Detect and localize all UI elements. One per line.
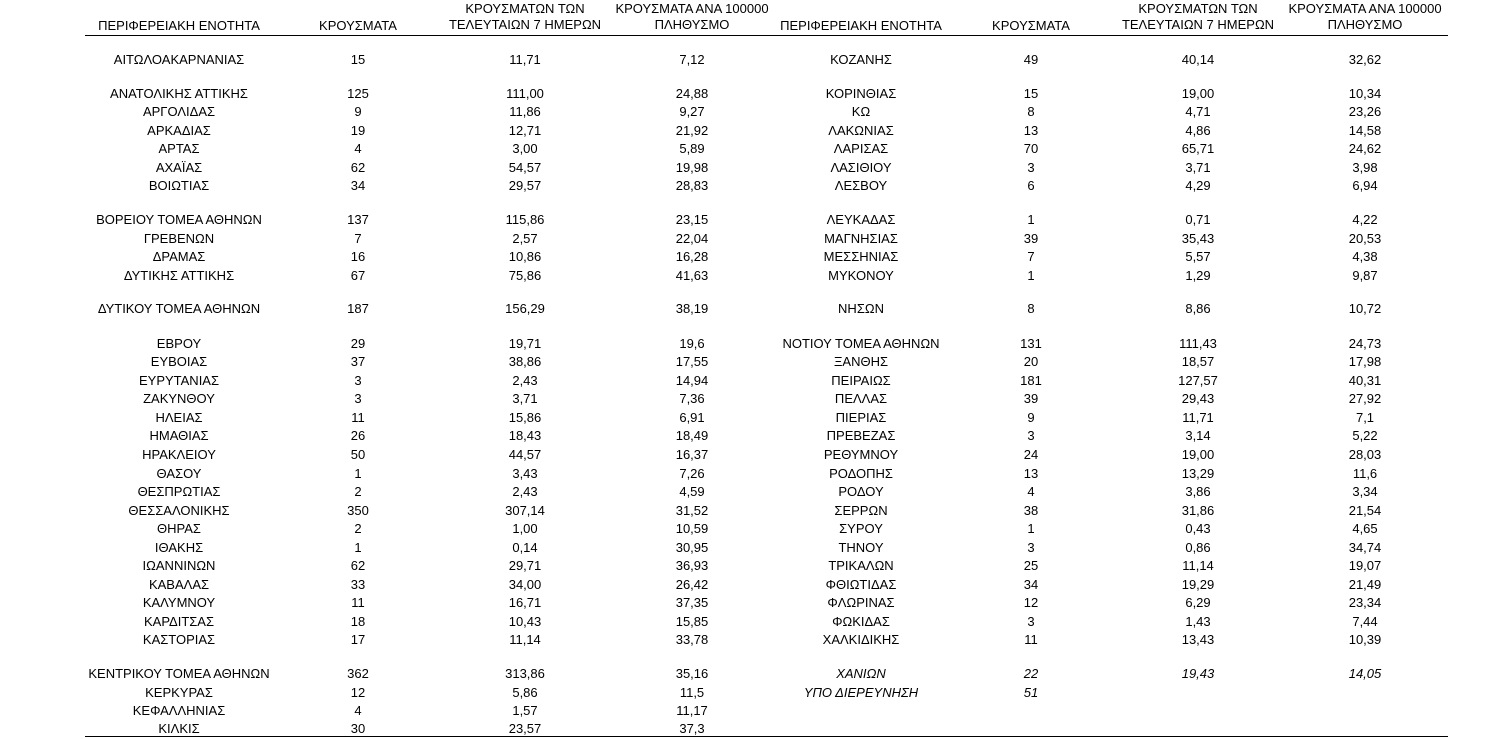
left-row-cases: 26 <box>350 428 366 443</box>
left-row-cases: 2 <box>354 521 362 536</box>
left-row-per100k: 10,59 <box>675 521 709 536</box>
left-row-region: ΑΡΤΑΣ <box>158 141 200 156</box>
right-row-region: ΤΗΝΟΥ <box>838 540 884 555</box>
right-row-avg7: 3,71 <box>1185 160 1211 175</box>
right-row-avg7: 5,57 <box>1185 249 1211 264</box>
right-row-region: ΧΑΝΙΩΝ <box>836 666 886 681</box>
left-row-per100k: 37,35 <box>675 595 709 610</box>
left-row-avg7: 16,71 <box>508 595 542 610</box>
header-right-cases: ΚΡΟΥΣΜΑΤΑ <box>992 18 1070 33</box>
right-row-region: ΤΡΙΚΑΛΩΝ <box>828 558 894 573</box>
left-row-avg7: 156,29 <box>505 301 545 316</box>
left-row-cases: 67 <box>350 268 366 283</box>
left-row-avg7: 10,86 <box>508 249 542 264</box>
left-row-cases: 125 <box>347 86 369 101</box>
right-row-cases: 24 <box>1023 447 1039 462</box>
left-row-avg7: 307,14 <box>505 503 545 518</box>
right-row-cases: 8 <box>1027 104 1035 119</box>
right-row-region: ΠΙΕΡΙΑΣ <box>835 410 887 425</box>
left-row-cases: 2 <box>354 484 362 499</box>
left-row-cases: 34 <box>350 178 366 193</box>
left-row-per100k: 15,85 <box>675 614 709 629</box>
left-row-cases: 9 <box>354 104 362 119</box>
right-row-cases: 20 <box>1023 354 1039 369</box>
right-row-avg7: 18,57 <box>1181 354 1215 369</box>
right-row-per100k: 11,6 <box>1352 466 1378 481</box>
right-row-avg7: 111,43 <box>1179 336 1217 351</box>
left-row-cases: 187 <box>347 301 369 316</box>
left-row-region: ΔΡΑΜΑΣ <box>152 249 206 264</box>
left-row-region: ΑΡΚΑΔΙΑΣ <box>147 123 211 138</box>
right-row-region: ΡΟΔΟΥ <box>838 484 884 499</box>
right-row-avg7: 19,00 <box>1181 447 1215 462</box>
right-row-per100k: 6,94 <box>1352 178 1378 193</box>
left-row-cases: 18 <box>350 614 366 629</box>
right-row-cases: 70 <box>1023 141 1039 156</box>
right-row-per100k: 10,72 <box>1348 301 1382 316</box>
left-row-per100k: 17,55 <box>675 354 709 369</box>
left-row-region: ΘΕΣΠΡΩΤΙΑΣ <box>137 484 221 499</box>
right-row-region: ΚΟΡΙΝΘΙΑΣ <box>825 86 897 101</box>
left-row-cases: 12 <box>350 685 366 700</box>
left-row-region: ΚΙΛΚΙΣ <box>158 721 200 736</box>
right-row-per100k: 34,74 <box>1348 540 1382 555</box>
right-row-per100k: 27,92 <box>1348 391 1382 406</box>
right-row-avg7: 0,43 <box>1185 521 1211 536</box>
right-row-region: ΚΟΖΑΝΗΣ <box>830 52 892 67</box>
left-row-per100k: 22,04 <box>675 231 709 246</box>
right-row-per100k: 14,58 <box>1348 123 1382 138</box>
left-row-per100k: 7,12 <box>679 52 705 67</box>
right-row-cases: 15 <box>1023 86 1039 101</box>
right-row-per100k: 17,98 <box>1348 354 1382 369</box>
left-row-cases: 4 <box>354 141 362 156</box>
left-row-region: ΗΛΕΙΑΣ <box>155 410 203 425</box>
footer-rule <box>85 736 1448 737</box>
right-row-avg7: 19,29 <box>1181 577 1215 592</box>
right-row-region: ΛΑΡΙΣΑΣ <box>833 141 889 156</box>
right-row-per100k: 7,1 <box>1355 410 1375 425</box>
right-row-avg7: 1,29 <box>1185 268 1211 283</box>
header-right-per100k-line2: ΠΛΗΘΥΣΜΟ <box>1327 17 1403 32</box>
left-row-avg7: 75,86 <box>508 268 542 283</box>
left-row-avg7: 18,43 <box>508 428 542 443</box>
left-row-cases: 362 <box>347 666 369 681</box>
right-row-region: ΛΑΣΙΘΙΟΥ <box>830 160 892 175</box>
left-row-per100k: 38,19 <box>675 301 709 316</box>
left-row-region: ΓΡΕΒΕΝΩΝ <box>143 231 215 246</box>
left-row-region: ΑΝΑΤΟΛΙΚΗΣ ΑΤΤΙΚΗΣ <box>110 86 248 101</box>
left-row-region: ΙΘΑΚΗΣ <box>154 540 204 555</box>
left-row-cases: 19 <box>350 123 366 138</box>
left-row-avg7: 11,86 <box>509 104 541 119</box>
right-row-avg7: 1,43 <box>1185 614 1211 629</box>
left-row-avg7: 3,71 <box>512 391 538 406</box>
right-row-region: ΛΕΥΚΑΔΑΣ <box>826 212 896 227</box>
header-left-avg7-line2: ΤΕΛΕΥΤΑΙΩΝ 7 ΗΜΕΡΩΝ <box>448 17 602 32</box>
left-row-cases: 16 <box>350 249 366 264</box>
right-row-avg7: 29,43 <box>1181 391 1215 406</box>
left-row-per100k: 11,5 <box>679 685 705 700</box>
header-right-avg7-line2: ΤΕΛΕΥΤΑΙΩΝ 7 ΗΜΕΡΩΝ <box>1121 17 1275 32</box>
right-row-region: ΦΩΚΙΔΑΣ <box>832 614 890 629</box>
header-left-avg7-line1: ΚΡΟΥΣΜΑΤΩΝ ΤΩΝ <box>465 1 585 16</box>
left-row-region: ΑΙΤΩΛΟΑΚΑΡΝΑΝΙΑΣ <box>113 52 245 67</box>
left-row-per100k: 18,49 <box>675 428 709 443</box>
right-row-region: ΜΕΣΣΗΝΙΑΣ <box>823 249 899 264</box>
left-row-cases: 17 <box>350 632 366 647</box>
left-row-avg7: 38,86 <box>508 354 542 369</box>
right-row-cases: 1 <box>1027 268 1035 283</box>
header-right-avg7 <box>1122 1 1274 33</box>
right-row-cases: 4 <box>1027 484 1035 499</box>
right-row-region: ΣΕΡΡΩΝ <box>834 503 888 518</box>
left-row-avg7: 111,00 <box>506 86 544 101</box>
left-row-per100k: 23,15 <box>675 212 709 227</box>
right-row-region: ΠΕΙΡΑΙΩΣ <box>831 373 891 388</box>
left-row-region: ΒΟΡΕΙΟΥ ΤΟΜΕΑ ΑΘΗΝΩΝ <box>96 212 262 227</box>
left-row-avg7: 11,14 <box>509 632 541 647</box>
right-row-avg7: 19,00 <box>1181 86 1215 101</box>
right-row-cases: 13 <box>1023 466 1039 481</box>
left-row-region: ΖΑΚΥΝΘΟΥ <box>143 391 215 406</box>
right-row-per100k: 32,62 <box>1348 52 1382 67</box>
left-row-per100k: 14,94 <box>675 373 709 388</box>
left-row-region: ΒΟΙΩΤΙΑΣ <box>148 178 210 193</box>
left-row-per100k: 41,63 <box>675 268 709 283</box>
right-row-cases: 131 <box>1020 336 1042 351</box>
left-row-avg7: 12,71 <box>508 123 542 138</box>
left-row-avg7: 54,57 <box>508 160 542 175</box>
right-row-per100k: 21,54 <box>1348 503 1382 518</box>
left-row-avg7: 3,43 <box>512 466 538 481</box>
right-row-per100k: 24,73 <box>1348 336 1382 351</box>
right-row-region: ΡΟΔΟΠΗΣ <box>829 466 893 481</box>
left-row-per100k: 35,16 <box>675 666 709 681</box>
right-row-cases: 51 <box>1023 685 1039 700</box>
right-row-cases: 1 <box>1027 212 1035 227</box>
right-row-avg7: 65,71 <box>1181 141 1215 156</box>
header-right-per100k <box>1288 1 1441 33</box>
header-left-region: ΠΕΡΙΦΕΡΕΙΑΚΗ ΕΝΟΤΗΤΑ <box>98 18 260 33</box>
right-row-avg7: 4,29 <box>1185 178 1211 193</box>
right-row-cases: 9 <box>1027 410 1035 425</box>
right-row-region: ΞΑΝΘΗΣ <box>833 354 889 369</box>
right-row-cases: 12 <box>1023 595 1039 610</box>
left-row-per100k: 36,93 <box>675 558 709 573</box>
left-row-cases: 11 <box>351 595 365 610</box>
left-row-per100k: 28,83 <box>675 178 709 193</box>
left-row-per100k: 4,59 <box>679 484 705 499</box>
left-row-avg7: 1,00 <box>512 521 538 536</box>
left-row-avg7: 5,86 <box>512 685 538 700</box>
left-row-per100k: 16,37 <box>675 447 709 462</box>
left-row-avg7: 29,57 <box>508 178 542 193</box>
left-row-per100k: 37,3 <box>679 721 705 736</box>
right-row-region: ΝΗΣΩΝ <box>838 301 884 316</box>
right-row-avg7: 4,86 <box>1185 123 1211 138</box>
left-row-cases: 3 <box>354 391 362 406</box>
right-row-cases: 49 <box>1023 52 1039 67</box>
right-row-avg7: 3,86 <box>1185 484 1211 499</box>
left-row-cases: 350 <box>347 503 369 518</box>
left-row-avg7: 23,57 <box>508 721 542 736</box>
right-row-cases: 3 <box>1027 614 1035 629</box>
left-row-per100k: 19,98 <box>675 160 709 175</box>
right-row-per100k: 23,26 <box>1348 104 1382 119</box>
left-row-avg7: 2,43 <box>512 373 538 388</box>
right-row-per100k: 3,98 <box>1352 160 1378 175</box>
left-row-avg7: 1,57 <box>512 703 538 718</box>
left-row-cases: 50 <box>350 447 366 462</box>
header-left-per100k <box>615 1 768 33</box>
right-row-region: ΧΑΛΚΙΔΙΚΗΣ <box>822 632 900 647</box>
right-row-per100k: 14,05 <box>1348 666 1382 681</box>
left-row-per100k: 16,28 <box>675 249 709 264</box>
left-row-region: ΘΗΡΑΣ <box>157 521 201 536</box>
right-row-region: ΥΠΟ ΔΙΕΡΕΥΝΗΣΗ <box>803 685 919 700</box>
right-row-per100k: 10,39 <box>1348 632 1382 647</box>
right-row-cases: 8 <box>1027 301 1035 316</box>
right-row-cases: 34 <box>1023 577 1039 592</box>
left-row-avg7: 15,86 <box>508 410 542 425</box>
right-row-cases: 39 <box>1023 231 1039 246</box>
left-row-avg7: 313,86 <box>505 666 545 681</box>
left-row-per100k: 21,92 <box>675 123 709 138</box>
left-row-cases: 1 <box>354 540 362 555</box>
right-row-region: ΜΑΓΝΗΣΙΑΣ <box>824 231 898 246</box>
left-row-region: ΕΥΒΟΙΑΣ <box>150 354 208 369</box>
right-row-region: ΜΥΚΟΝΟΥ <box>828 268 894 283</box>
right-row-avg7: 11,71 <box>1182 410 1214 425</box>
right-row-per100k: 10,34 <box>1348 86 1382 101</box>
left-row-avg7: 10,43 <box>508 614 542 629</box>
left-row-avg7: 0,14 <box>512 540 538 555</box>
right-row-avg7: 19,43 <box>1181 666 1215 681</box>
left-row-region: ΙΩΑΝΝΙΝΩΝ <box>142 558 216 573</box>
left-row-region: ΚΕΝΤΡΙΚΟΥ ΤΟΜΕΑ ΑΘΗΝΩΝ <box>88 666 270 681</box>
right-row-cases: 1 <box>1027 521 1035 536</box>
left-row-region: ΔΥΤΙΚΟΥ ΤΟΜΕΑ ΑΘΗΝΩΝ <box>97 301 261 316</box>
right-row-avg7: 11,14 <box>1182 558 1214 573</box>
header-left-avg7 <box>449 1 601 33</box>
header-left-per100k-line2: ΠΛΗΘΥΣΜΟ <box>654 17 730 32</box>
left-row-cases: 29 <box>350 336 366 351</box>
left-row-cases: 62 <box>350 160 366 175</box>
left-row-region: ΚΑΡΔΙΤΣΑΣ <box>143 614 215 629</box>
left-row-region: ΘΕΣΣΑΛΟΝΙΚΗΣ <box>128 503 230 518</box>
right-row-per100k: 4,38 <box>1352 249 1378 264</box>
left-row-cases: 137 <box>347 212 369 227</box>
left-row-cases: 62 <box>350 558 366 573</box>
right-row-cases: 38 <box>1023 503 1039 518</box>
left-row-cases: 33 <box>350 577 366 592</box>
right-row-avg7: 35,43 <box>1181 231 1215 246</box>
left-row-avg7: 115,86 <box>505 212 545 227</box>
right-row-avg7: 31,86 <box>1181 503 1215 518</box>
left-row-avg7: 34,00 <box>508 577 542 592</box>
left-row-per100k: 7,26 <box>679 466 705 481</box>
header-right-region: ΠΕΡΙΦΕΡΕΙΑΚΗ ΕΝΟΤΗΤΑ <box>780 18 942 33</box>
right-row-avg7: 127,57 <box>1178 373 1218 388</box>
left-row-region: ΚΕΦΑΛΛΗΝΙΑΣ <box>132 703 226 718</box>
left-row-region: ΚΕΡΚΥΡΑΣ <box>145 685 213 700</box>
left-row-cases: 1 <box>354 466 362 481</box>
right-row-per100k: 28,03 <box>1348 447 1382 462</box>
right-row-avg7: 3,14 <box>1185 428 1211 443</box>
right-row-avg7: 13,43 <box>1181 632 1215 647</box>
left-row-cases: 30 <box>350 721 366 736</box>
left-row-avg7: 3,00 <box>512 141 538 156</box>
header-right-avg7-line1: ΚΡΟΥΣΜΑΤΩΝ ΤΩΝ <box>1138 1 1258 16</box>
left-row-avg7: 44,57 <box>508 447 542 462</box>
left-row-avg7: 2,43 <box>512 484 538 499</box>
right-row-avg7: 0,71 <box>1185 212 1211 227</box>
left-row-per100k: 33,78 <box>675 632 709 647</box>
right-row-avg7: 4,71 <box>1185 104 1211 119</box>
left-row-region: ΗΜΑΘΙΑΣ <box>149 428 209 443</box>
right-row-per100k: 24,62 <box>1348 141 1382 156</box>
right-row-region: ΛΕΣΒΟΥ <box>834 178 888 193</box>
left-row-cases: 37 <box>350 354 366 369</box>
left-row-per100k: 11,17 <box>676 703 708 718</box>
right-row-cases: 6 <box>1027 178 1035 193</box>
right-row-cases: 3 <box>1027 428 1035 443</box>
left-row-avg7: 19,71 <box>508 336 542 351</box>
left-row-per100k: 19,6 <box>679 336 705 351</box>
left-row-region: ΗΡΑΚΛΕΙΟΥ <box>142 447 216 462</box>
left-row-cases: 11 <box>351 410 365 425</box>
right-row-per100k: 4,22 <box>1352 212 1378 227</box>
left-row-region: ΘΑΣΟΥ <box>156 466 202 481</box>
right-row-avg7: 8,86 <box>1185 301 1211 316</box>
right-row-avg7: 40,14 <box>1181 52 1215 67</box>
right-row-cases: 13 <box>1023 123 1039 138</box>
left-row-cases: 15 <box>350 52 366 67</box>
right-row-per100k: 4,65 <box>1352 521 1378 536</box>
left-row-region: ΚΑΒΑΛΑΣ <box>148 577 210 592</box>
right-row-region: ΠΕΛΛΑΣ <box>834 391 888 406</box>
left-row-region: ΑΡΓΟΛΙΔΑΣ <box>142 104 216 119</box>
left-row-per100k: 6,91 <box>679 410 705 425</box>
right-row-cases: 39 <box>1023 391 1039 406</box>
right-row-region: ΠΡΕΒΕΖΑΣ <box>826 428 896 443</box>
right-row-avg7: 13,29 <box>1181 466 1215 481</box>
right-row-per100k: 40,31 <box>1348 373 1382 388</box>
right-row-per100k: 3,34 <box>1352 484 1378 499</box>
left-row-per100k: 7,36 <box>679 391 705 406</box>
right-row-cases: 25 <box>1023 558 1039 573</box>
left-row-per100k: 30,95 <box>675 540 709 555</box>
right-row-per100k: 9,87 <box>1352 268 1378 283</box>
left-row-per100k: 9,27 <box>679 104 705 119</box>
right-row-region: ΡΕΘΥΜΝΟΥ <box>823 447 899 462</box>
left-row-region: ΚΑΛΥΜΝΟΥ <box>142 595 216 610</box>
right-row-cases: 181 <box>1020 373 1042 388</box>
right-row-cases: 22 <box>1023 666 1039 681</box>
header-rule <box>85 35 1448 36</box>
left-row-cases: 4 <box>354 703 362 718</box>
left-row-per100k: 31,52 <box>675 503 709 518</box>
left-row-region: ΕΥΡΥΤΑΝΙΑΣ <box>138 373 220 388</box>
left-row-per100k: 5,89 <box>679 141 705 156</box>
right-row-region: ΚΩ <box>851 104 871 119</box>
left-row-region: ΕΒΡΟΥ <box>156 336 202 351</box>
left-row-region: ΔΥΤΙΚΗΣ ΑΤΤΙΚΗΣ <box>123 268 235 283</box>
left-row-region: ΑΧΑΪΑΣ <box>155 160 203 175</box>
right-row-cases: 3 <box>1027 540 1035 555</box>
left-row-per100k: 26,42 <box>675 577 709 592</box>
right-row-cases: 3 <box>1027 160 1035 175</box>
right-row-region: ΝΟΤΙΟΥ ΤΟΜΕΑ ΑΘΗΝΩΝ <box>782 336 940 351</box>
right-row-region: ΣΥΡΟΥ <box>839 521 883 536</box>
right-row-cases: 11 <box>1024 632 1038 647</box>
right-row-region: ΦΘΙΩΤΙΔΑΣ <box>825 577 897 592</box>
header-left-per100k-line1: ΚΡΟΥΣΜΑΤΑ ΑΝΑ 100000 <box>615 1 769 16</box>
left-row-cases: 3 <box>354 373 362 388</box>
right-row-per100k: 20,53 <box>1348 231 1382 246</box>
right-row-region: ΛΑΚΩΝΙΑΣ <box>828 123 894 138</box>
left-row-avg7: 29,71 <box>508 558 542 573</box>
header-right-per100k-line1: ΚΡΟΥΣΜΑΤΑ ΑΝΑ 100000 <box>1288 1 1442 16</box>
left-row-region: ΚΑΣΤΟΡΙΑΣ <box>142 632 216 647</box>
left-row-per100k: 24,88 <box>675 86 709 101</box>
right-row-per100k: 21,49 <box>1348 577 1382 592</box>
left-row-cases: 7 <box>354 231 362 246</box>
right-row-per100k: 7,44 <box>1352 614 1378 629</box>
right-row-per100k: 5,22 <box>1352 428 1378 443</box>
right-row-avg7: 0,86 <box>1185 540 1211 555</box>
left-row-avg7: 11,71 <box>509 52 541 67</box>
right-row-cases: 7 <box>1027 249 1035 264</box>
left-row-avg7: 2,57 <box>512 231 538 246</box>
right-row-per100k: 19,07 <box>1348 558 1382 573</box>
right-row-avg7: 6,29 <box>1185 595 1211 610</box>
right-row-region: ΦΛΩΡΙΝΑΣ <box>827 595 895 610</box>
header-left-cases: ΚΡΟΥΣΜΑΤΑ <box>319 18 397 33</box>
right-row-per100k: 23,34 <box>1348 595 1382 610</box>
